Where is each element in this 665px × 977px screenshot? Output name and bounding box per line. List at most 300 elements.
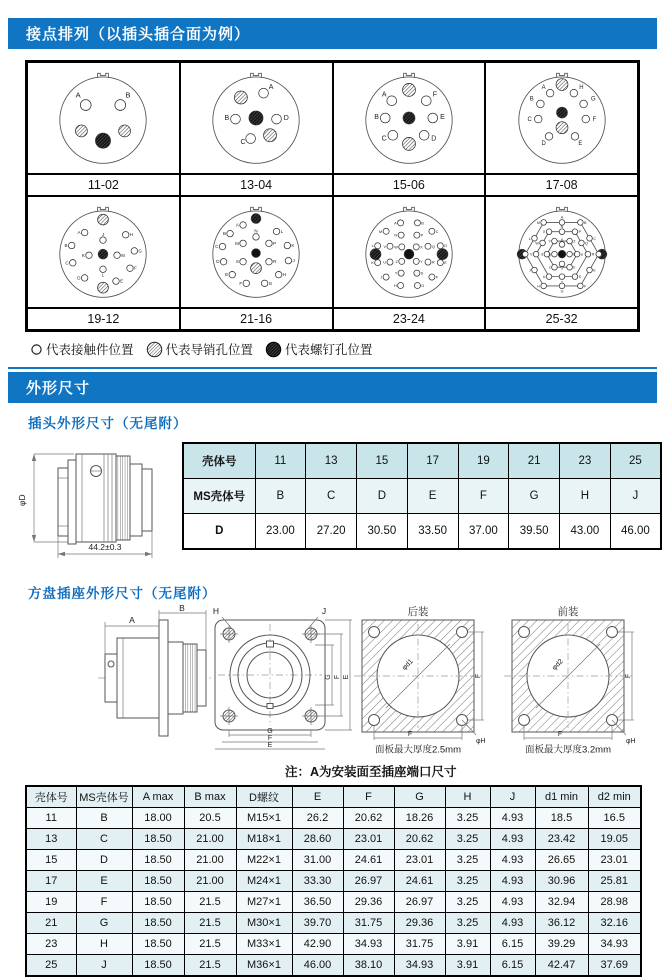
contact-hole bbox=[229, 271, 235, 277]
table-cell: 6.15 bbox=[490, 934, 535, 955]
table-cell: 20.62 bbox=[343, 808, 394, 829]
contact-label: P bbox=[420, 232, 424, 238]
contact-label: D bbox=[77, 275, 81, 281]
table-cell: MS壳体号 bbox=[183, 479, 255, 514]
contact-label: V bbox=[529, 252, 533, 257]
contact-hole bbox=[566, 264, 572, 270]
contact-label: C bbox=[381, 135, 387, 143]
contact-label: L bbox=[371, 243, 374, 249]
table-cell: 3.25 bbox=[445, 913, 490, 934]
contact-label: C bbox=[435, 228, 439, 234]
contact-hole bbox=[240, 240, 246, 246]
screw-hole bbox=[251, 214, 261, 224]
contact-hole bbox=[413, 258, 419, 264]
table-cell: 23 bbox=[560, 443, 611, 479]
table-cell: 11 bbox=[255, 443, 306, 479]
contact-label: C bbox=[527, 117, 532, 124]
table-cell: M15×1 bbox=[236, 808, 292, 829]
connector-face-svg bbox=[183, 64, 329, 172]
screw-hole bbox=[99, 249, 109, 259]
contact-hole bbox=[240, 222, 246, 228]
table-cell: 20.5 bbox=[184, 808, 236, 829]
connector-caption: 25-32 bbox=[485, 308, 638, 330]
table-cell: F bbox=[343, 786, 394, 808]
legend-label: 代表导销孔位置 bbox=[165, 343, 254, 357]
table-cell: E bbox=[76, 871, 132, 892]
rear-hole-label: φH bbox=[476, 738, 486, 745]
contact-label: R bbox=[431, 259, 435, 265]
connector-face-svg bbox=[489, 198, 635, 306]
table-cell: 27.20 bbox=[306, 514, 357, 550]
table-cell: 36.12 bbox=[535, 913, 588, 934]
guide-pin-hole bbox=[264, 129, 277, 142]
contact-hole bbox=[243, 280, 249, 286]
table-cell: 20.62 bbox=[394, 829, 445, 850]
contact-hole bbox=[577, 283, 583, 289]
legend-label: 代表螺钉孔位置 bbox=[285, 343, 373, 357]
contact-label: F bbox=[432, 91, 437, 99]
table-cell: 4.93 bbox=[490, 850, 535, 871]
screw-hole bbox=[556, 107, 567, 118]
contact-hole bbox=[397, 282, 403, 288]
contact-hole bbox=[579, 100, 587, 108]
contact-label: C bbox=[240, 138, 246, 146]
table-cell: 6.15 bbox=[490, 955, 535, 977]
table-cell: 37.00 bbox=[458, 514, 509, 550]
table-cell: 26.65 bbox=[535, 850, 588, 871]
screw-hole bbox=[252, 249, 261, 258]
contact-hole bbox=[246, 134, 256, 144]
contact-label: M bbox=[536, 220, 540, 225]
contact-label: B bbox=[374, 114, 379, 122]
contact-hole bbox=[429, 228, 435, 234]
contact-label: a bbox=[580, 252, 583, 257]
contact-label: N bbox=[394, 232, 398, 238]
contact-label: B bbox=[223, 231, 227, 237]
contact-hole bbox=[100, 237, 106, 243]
contact-hole bbox=[414, 282, 420, 288]
contact-hole bbox=[540, 220, 546, 226]
connector-face-svg bbox=[183, 198, 329, 306]
contact-label: A bbox=[560, 215, 563, 220]
guide-pin-hole bbox=[76, 125, 88, 137]
table-cell: 21.5 bbox=[184, 892, 236, 913]
contact-hole bbox=[127, 265, 133, 271]
table-cell: A max bbox=[132, 786, 184, 808]
dim-label-e-bottom: E bbox=[267, 742, 273, 749]
installation-note: 注：A为安装面至插座端口尺寸 bbox=[285, 765, 457, 779]
contact-hole bbox=[582, 115, 590, 123]
connector-face-svg bbox=[489, 64, 635, 172]
table-cell: 26.97 bbox=[394, 892, 445, 913]
contact-circle-icon bbox=[30, 343, 43, 356]
table-cell: 39.29 bbox=[535, 934, 588, 955]
connector-face-svg bbox=[336, 198, 482, 306]
table-cell: d1 min bbox=[535, 786, 588, 808]
table-cell: H bbox=[445, 786, 490, 808]
table-cell: 17 bbox=[407, 443, 458, 479]
dim-label-diameter: φD bbox=[17, 494, 27, 506]
contact-label: M bbox=[235, 240, 240, 246]
table-cell: 37.69 bbox=[588, 955, 641, 977]
table-cell: G bbox=[509, 479, 560, 514]
contact-label: S bbox=[578, 275, 581, 280]
contact-hole bbox=[571, 133, 579, 141]
contact-label: Z bbox=[395, 258, 398, 264]
screw-hole bbox=[96, 133, 111, 148]
table-cell: 34.93 bbox=[588, 934, 641, 955]
table-cell: 21.5 bbox=[184, 955, 236, 977]
contact-label: T bbox=[560, 280, 563, 285]
contact-label: d bbox=[540, 252, 543, 257]
contact-hole bbox=[528, 267, 537, 273]
contact-label: R bbox=[273, 259, 277, 265]
contact-label: L bbox=[528, 236, 531, 241]
contact-label: E bbox=[440, 114, 445, 122]
contact-label: B bbox=[529, 96, 534, 103]
contact-label: K bbox=[291, 243, 295, 249]
contact-hole bbox=[398, 270, 404, 276]
table-cell: 34.93 bbox=[394, 955, 445, 977]
table-cell: 壳体号 bbox=[183, 443, 255, 479]
contact-label: H bbox=[130, 232, 134, 238]
contact-label: G bbox=[590, 96, 596, 103]
table-cell: 19 bbox=[458, 443, 509, 479]
table-cell: E bbox=[292, 786, 343, 808]
datasheet-page bbox=[0, 18, 665, 971]
connector-caption: 19-12 bbox=[27, 308, 180, 330]
legend-item bbox=[146, 340, 254, 358]
table-cell: 18.50 bbox=[132, 892, 184, 913]
table-cell: 17 bbox=[26, 871, 76, 892]
contact-hole bbox=[572, 274, 578, 280]
dim-label-b: B bbox=[179, 604, 185, 613]
contact-label: c bbox=[548, 265, 551, 270]
table-cell: 19 bbox=[26, 892, 76, 913]
contact-hole bbox=[414, 220, 420, 226]
contact-label: D bbox=[602, 252, 605, 257]
contact-hole bbox=[421, 96, 431, 106]
guide-pin-hole bbox=[402, 137, 415, 150]
contact-hole bbox=[414, 270, 420, 276]
contact-hole bbox=[548, 264, 557, 270]
table-cell: 23.00 bbox=[255, 514, 306, 550]
contact-label: G bbox=[268, 280, 273, 286]
plug-dimension-section bbox=[0, 438, 665, 573]
contact-hole bbox=[414, 232, 420, 238]
dim-label-length: 44.2±0.3 bbox=[88, 542, 122, 552]
table-cell: 3.91 bbox=[445, 934, 490, 955]
table-cell: 28.98 bbox=[588, 892, 641, 913]
table-cell: M18×1 bbox=[236, 829, 292, 850]
contact-hole bbox=[240, 258, 246, 264]
contact-hole bbox=[413, 244, 419, 250]
contact-hole bbox=[375, 243, 381, 249]
contact-hole bbox=[586, 267, 592, 273]
table-cell: 18.50 bbox=[132, 871, 184, 892]
legend-item bbox=[30, 340, 134, 358]
table-cell: 26.97 bbox=[343, 871, 394, 892]
contact-hole bbox=[437, 260, 443, 266]
contact-hole bbox=[380, 113, 390, 123]
contact-label: U bbox=[383, 259, 386, 265]
table-cell: 46.00 bbox=[292, 955, 343, 977]
contact-label: G bbox=[421, 282, 425, 288]
guide-pin-hole bbox=[556, 122, 568, 134]
contact-label: A bbox=[268, 83, 274, 91]
screw-hole bbox=[403, 112, 415, 124]
table-cell: 33.50 bbox=[407, 514, 458, 550]
table-cell: 21.00 bbox=[184, 850, 236, 871]
table-cell: 18.50 bbox=[132, 913, 184, 934]
contact-hole bbox=[566, 251, 572, 257]
table-cell: B bbox=[76, 808, 132, 829]
plug-side-view-drawing bbox=[12, 438, 182, 573]
front-dim-f-bottom: F bbox=[557, 731, 563, 738]
contact-hole bbox=[522, 251, 528, 257]
contact-label: A bbox=[76, 90, 82, 100]
table-cell: C bbox=[306, 479, 357, 514]
contact-hole bbox=[425, 259, 431, 265]
table-cell: D bbox=[357, 479, 408, 514]
connector-face-cell bbox=[333, 196, 486, 308]
table-cell: 11 bbox=[26, 808, 76, 829]
table-cell: 21.5 bbox=[184, 934, 236, 955]
table-cell: 3.91 bbox=[445, 955, 490, 977]
contact-hole bbox=[86, 252, 92, 258]
socket-drawings-svg bbox=[10, 604, 655, 754]
table-cell: 13 bbox=[306, 443, 357, 479]
contact-label: G bbox=[138, 248, 143, 254]
guide-pin-hole bbox=[235, 91, 248, 104]
contact-label: X bbox=[419, 244, 423, 250]
dim-label-d1: φd1 bbox=[401, 658, 415, 672]
contact-label: H bbox=[393, 282, 397, 288]
contact-label: U bbox=[542, 275, 545, 280]
contact-hole bbox=[227, 230, 233, 236]
contact-hole bbox=[419, 130, 429, 140]
connector-face-cell bbox=[27, 196, 180, 308]
contact-hole bbox=[399, 244, 405, 250]
contact-label: g bbox=[548, 252, 551, 257]
contact-hole bbox=[383, 274, 389, 280]
socket-drawings bbox=[10, 604, 665, 759]
contact-hole bbox=[540, 283, 546, 289]
front-mount-title: 前装 bbox=[557, 606, 579, 618]
contact-label: B bbox=[583, 220, 587, 225]
dim-label-f-right: F bbox=[334, 674, 341, 680]
table-cell: 29.36 bbox=[394, 913, 445, 934]
legend-item bbox=[265, 340, 373, 358]
table-cell: 18.50 bbox=[132, 934, 184, 955]
table-cell: M27×1 bbox=[236, 892, 292, 913]
table-cell: D bbox=[183, 514, 255, 550]
table-cell: 4.93 bbox=[490, 829, 535, 850]
contact-label: L bbox=[280, 228, 284, 234]
contact-label: K bbox=[371, 260, 374, 266]
contact-label: K bbox=[82, 252, 86, 258]
table-cell: E bbox=[407, 479, 458, 514]
connector-caption: 23-24 bbox=[333, 308, 486, 330]
contact-label: J bbox=[102, 231, 105, 237]
table-cell: 33.30 bbox=[292, 871, 343, 892]
section-banner-contact-arrangement: 接点排列（以插头插合面为例） bbox=[8, 18, 657, 49]
table-cell: G bbox=[76, 913, 132, 934]
dim-label-a: A bbox=[129, 615, 135, 625]
contact-hole bbox=[533, 251, 539, 257]
contact-label: A bbox=[77, 230, 81, 236]
contact-label: V bbox=[383, 243, 386, 249]
table-cell: J bbox=[76, 955, 132, 977]
contact-label: E bbox=[120, 278, 124, 284]
connector-face-svg bbox=[30, 198, 176, 306]
contact-label: D bbox=[444, 243, 447, 249]
table-cell: 29.36 bbox=[343, 892, 394, 913]
table-cell: 39.50 bbox=[509, 514, 560, 550]
dim-label-h: H bbox=[212, 606, 220, 616]
contact-hole bbox=[383, 228, 389, 234]
table-cell: 3.25 bbox=[445, 829, 490, 850]
contact-label: H bbox=[578, 84, 584, 91]
table-cell: B max bbox=[184, 786, 236, 808]
table-cell: 42.47 bbox=[535, 955, 588, 977]
table-cell: G bbox=[394, 786, 445, 808]
table-cell: 4.93 bbox=[490, 808, 535, 829]
table-cell: 30.50 bbox=[357, 514, 408, 550]
contact-hole bbox=[596, 251, 602, 257]
contact-label: Z bbox=[572, 239, 576, 244]
contact-label: W bbox=[535, 241, 539, 246]
table-cell: 19.05 bbox=[588, 829, 641, 850]
table-cell: F bbox=[458, 479, 509, 514]
contact-label: f bbox=[561, 267, 563, 272]
contact-hole bbox=[131, 248, 137, 254]
contact-label: S bbox=[236, 259, 240, 265]
contact-hole bbox=[546, 274, 552, 280]
table-cell: 4.93 bbox=[490, 871, 535, 892]
contact-label: E bbox=[444, 260, 447, 266]
contact-hole bbox=[387, 259, 393, 265]
connector-face-cell bbox=[180, 196, 333, 308]
contact-hole bbox=[220, 258, 226, 264]
rear-mount-title: 后装 bbox=[407, 606, 429, 618]
table-cell: 18.50 bbox=[132, 850, 184, 871]
connector-face-svg bbox=[30, 64, 176, 172]
guide-pin-hole bbox=[119, 125, 131, 137]
contact-label: b bbox=[572, 265, 575, 270]
divider-rule bbox=[8, 367, 657, 369]
table-cell: 18.26 bbox=[394, 808, 445, 829]
table-cell: 18.5 bbox=[535, 808, 588, 829]
contact-hole bbox=[69, 242, 75, 248]
table-cell: M36×1 bbox=[236, 955, 292, 977]
contact-label: D bbox=[283, 115, 289, 123]
contact-label: C bbox=[215, 244, 219, 250]
contact-label: h bbox=[572, 252, 575, 257]
table-cell: 15 bbox=[26, 850, 76, 871]
contact-hole bbox=[551, 251, 557, 257]
table-cell: 23.01 bbox=[588, 850, 641, 871]
contact-hole bbox=[551, 238, 557, 244]
table-cell: 18.50 bbox=[132, 829, 184, 850]
contact-label: B bbox=[421, 220, 424, 226]
contact-hole bbox=[572, 229, 578, 235]
contact-label: C bbox=[65, 260, 70, 266]
connector-caption: 15-06 bbox=[333, 174, 486, 196]
table-cell: F bbox=[76, 892, 132, 913]
contact-hole bbox=[253, 234, 259, 240]
contact-hole bbox=[82, 275, 88, 281]
contact-hole bbox=[285, 257, 291, 263]
plug-side-view-svg bbox=[12, 438, 182, 568]
contact-hole bbox=[399, 258, 405, 264]
guide-pin-hole bbox=[98, 282, 109, 293]
contact-label: F bbox=[592, 117, 596, 124]
section-banner-outline-dimensions: 外形尺寸 bbox=[8, 372, 657, 403]
front-hole-label: φH bbox=[626, 738, 636, 745]
contact-label: A bbox=[541, 84, 546, 91]
contact-hole bbox=[559, 229, 565, 235]
table-cell: 23 bbox=[26, 934, 76, 955]
contact-hole bbox=[259, 88, 269, 98]
contact-label: B bbox=[125, 90, 131, 100]
contact-label: R bbox=[591, 252, 594, 257]
contact-label: D bbox=[216, 259, 220, 265]
table-cell: 25.81 bbox=[588, 871, 641, 892]
table-cell: 28.60 bbox=[292, 829, 343, 850]
contact-hole bbox=[585, 251, 591, 257]
contact-hole bbox=[559, 242, 565, 248]
contact-label: G bbox=[560, 289, 564, 294]
table-cell: 31.75 bbox=[343, 913, 394, 934]
table-cell: J bbox=[610, 479, 661, 514]
contact-hole bbox=[114, 252, 120, 258]
table-cell: M30×1 bbox=[236, 913, 292, 934]
contact-hole bbox=[115, 100, 126, 111]
table-cell: 31.75 bbox=[394, 934, 445, 955]
contact-hole bbox=[231, 114, 241, 124]
screw-hole bbox=[249, 111, 263, 125]
contact-label: F bbox=[583, 284, 586, 289]
table-cell: M24×1 bbox=[236, 871, 292, 892]
contact-hole bbox=[578, 240, 584, 246]
contact-hole bbox=[81, 100, 92, 111]
contact-arrangement-grid bbox=[25, 60, 640, 332]
contact-hole bbox=[586, 235, 592, 241]
symbol-legend bbox=[30, 340, 665, 358]
table-cell: 25 bbox=[610, 443, 661, 479]
contact-hole bbox=[284, 242, 290, 248]
contact-hole bbox=[539, 240, 545, 246]
contact-label: Q bbox=[431, 243, 435, 249]
contact-hole bbox=[123, 231, 129, 237]
table-cell: 32.94 bbox=[535, 892, 588, 913]
table-cell: 21 bbox=[26, 913, 76, 934]
connector-face-cell bbox=[27, 62, 180, 174]
table-cell: C bbox=[76, 829, 132, 850]
contact-hole bbox=[219, 243, 225, 249]
table-cell: H bbox=[560, 479, 611, 514]
contact-label: D bbox=[541, 141, 546, 147]
contact-hole bbox=[536, 100, 544, 108]
dim-label-d2: φd2 bbox=[551, 658, 565, 672]
table-cell: B bbox=[255, 479, 306, 514]
contact-hole bbox=[570, 89, 578, 97]
screw-dark-icon bbox=[265, 341, 282, 358]
dim-label-j: J bbox=[321, 606, 327, 616]
table-cell: 43.00 bbox=[560, 514, 611, 550]
contact-hole bbox=[266, 240, 272, 246]
